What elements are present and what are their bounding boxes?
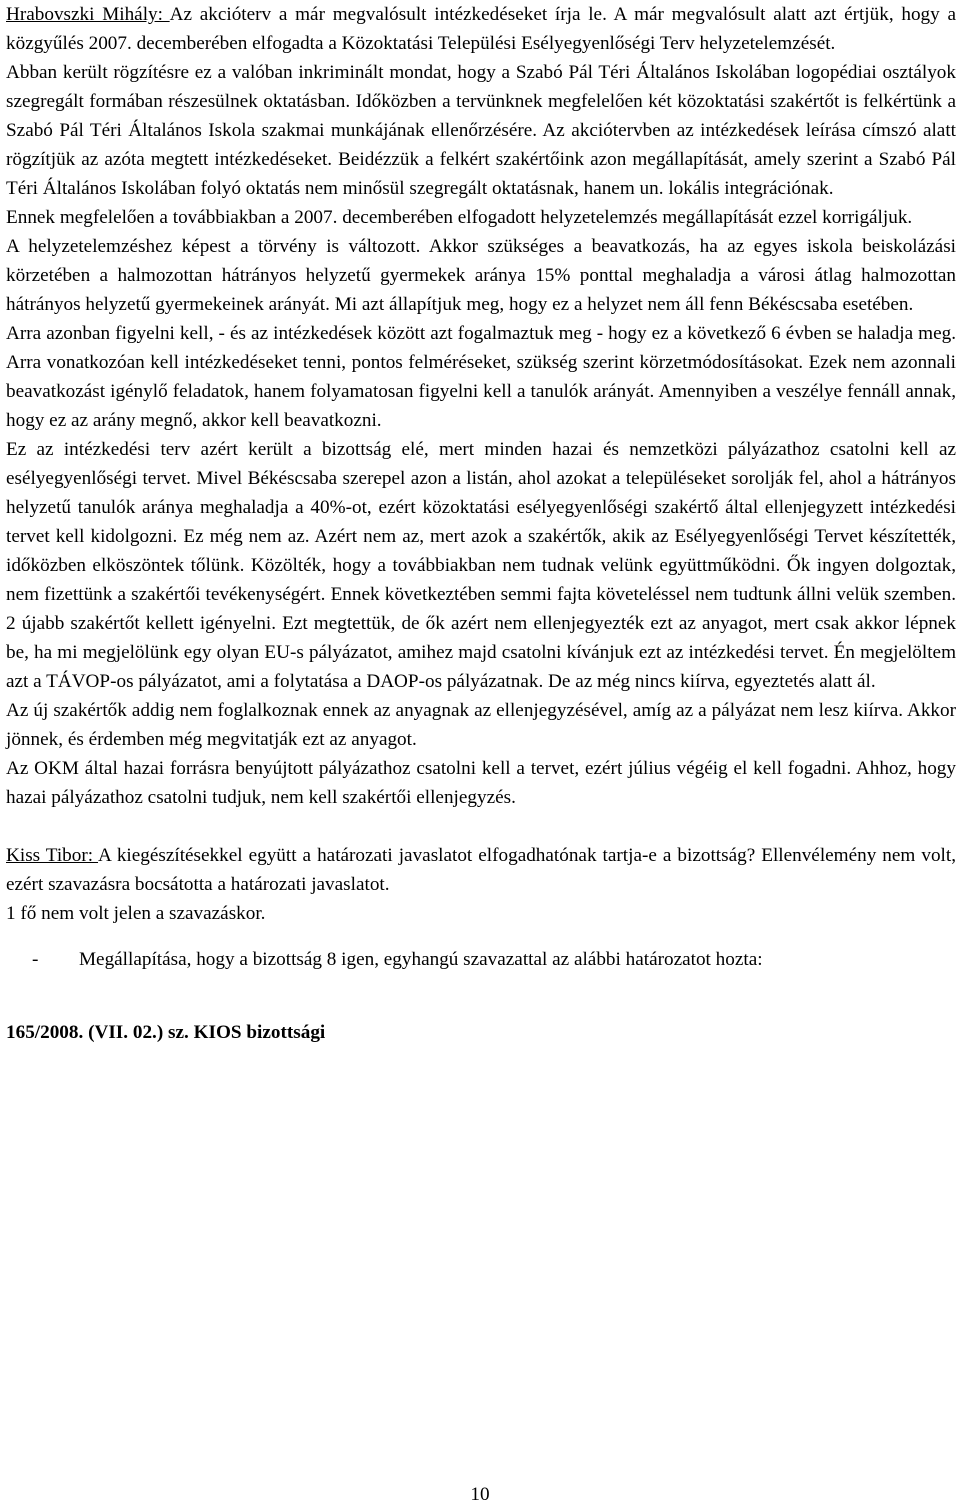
document-page [6, 0, 956, 1047]
paragraph-text: Az OKM által hazai forrásra benyújtott pályázathoz csatolni kell a tervet, ezért július végéig el kell fogadni. Ahhoz, hogy hazai pályázathoz csatolni tudjuk, nem kell szakértői ellenjegyzés. [6, 758, 956, 808]
paragraph-text: Az új szakértők addig nem foglalkoznak ennek az anyagnak az ellenjegyzésével, amíg az a pályázat nem lesz kiírva. Akkor jönnek, és érdemben még megvitatják ezt az anyagot. [6, 700, 956, 750]
paragraph-gap [6, 812, 956, 841]
paragraph-hrabovszki [6, 0, 956, 58]
bullet-text: Megállapítása, hogy a bizottság 8 igen, egyhangú szavazattal az alábbi határozatot hozta: [79, 949, 763, 970]
paragraph-text: Abban került rögzítésre ez a valóban inkriminált mondat, hogy a Szabó Pál Téri Általános Iskolában logopédiai osztályok szegregált formában részesülnek oktatásban. Időközben a tervünknek megfelelően két közoktatási szakértőt is felkértünk a Szabó Pál Téri Általános Iskola szakmai munkájának ellenőrzésére. Az akciótervben az intézkedések leírása címszó alatt rögzítjük az azóta megtett intézkedéseket. Beidézzük a felkért szakértőink azon megállapítását, amely szerint a Szabó Pál Téri Általános Iskolában folyó oktatás nem minősül szegregált oktatásnak, hanem un. lokális integrációnak. [6, 62, 956, 199]
bullet-marker: - [32, 949, 39, 970]
paragraph-text: A helyzetelemzéshez képest a törvény is változott. Akkor szükséges a beavatkozás, ha az egyes iskola beiskolázási körzetében a halmozottan hátrányos helyzetű gyermekek aránya 15% ponttal meghaladja a városi átlag halmozottan hátrányos helyzetű gyermekeinek arányát. Mi azt állapítjuk meg, hogy ez a helyzet nem áll fenn Békéscsaba esetében. [6, 236, 956, 315]
resolution-title: 165/2008. (VII. 02.) sz. KIOS bizottsági [6, 1022, 326, 1043]
speaker-name: Hrabovszki Mihály: [6, 4, 170, 25]
page-number: 10 [470, 1484, 490, 1505]
paragraph-text: Arra azonban figyelni kell, - és az intézkedések között azt fogalmaztuk meg - hogy ez a következő 6 évben se haladja meg. Arra vonatkozóan kell intézkedéseket tenni, pontos felméréseket, szükség szerint körzetmódosításokat. Ezek nem azonnali beavatkozást igénylő feladatok, hanem folyamatosan figyelni kell a tanulók arányát. Amennyiben a veszélye fennáll annak, hogy ez az arány megnő, akkor kell beavatkozni. [6, 323, 956, 431]
speaker-name: Kiss Tibor: [6, 845, 99, 866]
paragraph-text: 1 fő nem volt jelen a szavazáskor. [6, 903, 266, 924]
paragraph-text: Ennek megfelelően a továbbiakban a 2007. decemberében elfogadott helyzetelemzés megállapítását ezzel korrigáljuk. [6, 207, 913, 228]
paragraph-text: Az akcióterv a már megvalósult intézkedéseket írja le. A már megvalósult alatt azt értjük, hogy a közgyűlés 2007. decemberében elfogadta a Közoktatási Települési Esélyegyenlőségi Terv helyzetelemzését. [6, 4, 956, 54]
paragraph-kiss [6, 841, 956, 899]
paragraph-text: Ez az intézkedési terv azért került a bizottság elé, mert minden hazai és nemzetközi pályázathoz csatolni kell az esélyegyenlőségi tervet. Mivel Békéscsaba szerepel azon a listán, ahol azokat a településeket sorolják fel, ahol a hátrányos helyzetű tanulók aránya meghaladja a 40%-ot, ezért közoktatási esélyegyenlőségi szakértő által ellenjegyzett intézkedési tervet kell kidolgozni. Ez még nem az. Azért nem az, mert azok a szakértők, akik az Esélyegyenlőségi Tervet készítették, időközben elköszöntek tőlünk. Közölték, hogy a továbbiakban nem tudnak velünk együttműködni. Ők ingyen dolgoztak, nem fizettünk a szakértői tevékenységért. Ennek következtében semmi fajta követeléssel nem tudtunk állni velük szemben. 2 újabb szakértőt kellett igényelni. Ezt megtettük, de ők azért nem ellenjegyezték ezt az anyagot, mert csak akkor lépnek be, ha mi megjelölünk egy olyan EU-s pályázatot, amihez majd csatolni kívánjuk ezt az intézkedési tervet. Én megjelöltem azt a TÁVOP-os pályázatot, ami a folytatása a DAOP-os pályázatnak. De az még nincs kiírva, egyeztetés alatt ál. [6, 439, 956, 692]
bullet-item [6, 945, 956, 974]
paragraph-text: A kiegészítésekkel együtt a határozati javaslatot elfogadhatónak tartja-e a bizottság? Ellenvélemény nem volt, ezért szavazásra bocsátotta a határozati javaslatot. [6, 845, 957, 895]
